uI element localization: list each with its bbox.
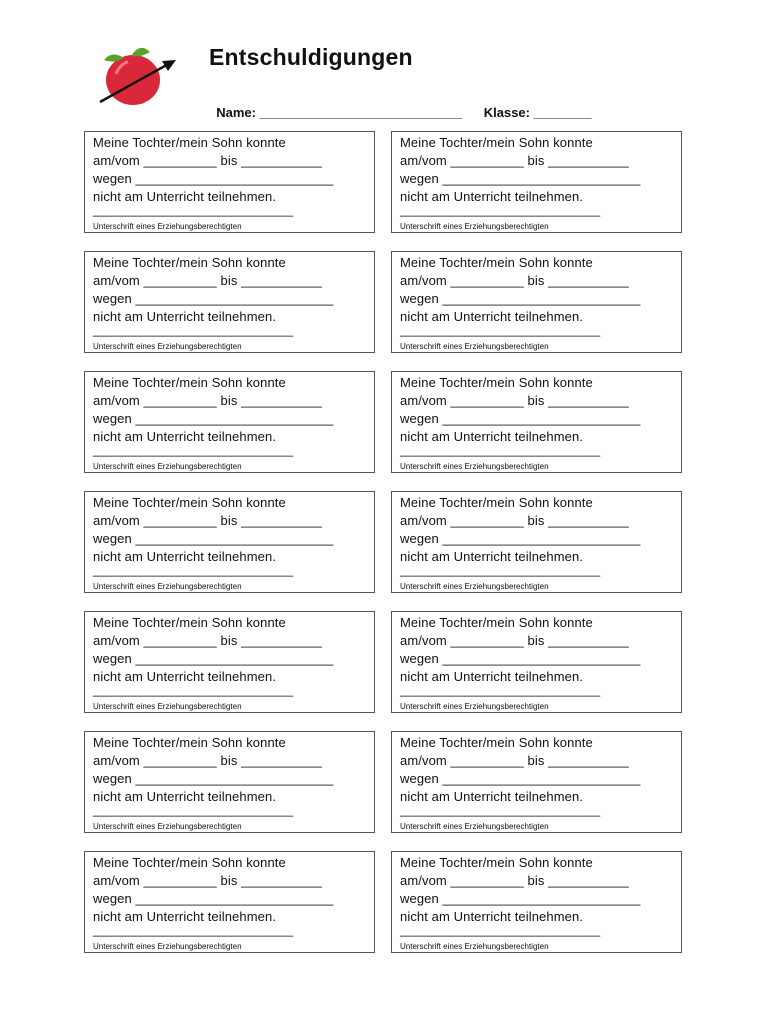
signature-line[interactable]: ______________________________ <box>93 203 294 217</box>
slip-closing-text: nicht am Unterricht teilnehmen. <box>93 909 277 924</box>
excuse-slip-r1-c2 <box>391 131 682 233</box>
excuse-slip-r5-c2 <box>391 611 682 713</box>
slip-intro-text: Meine Tochter/mein Sohn konnte <box>400 855 593 870</box>
signature-line[interactable]: ______________________________ <box>93 923 294 937</box>
slip-closing-text: nicht am Unterricht teilnehmen. <box>400 549 584 564</box>
signature-line[interactable]: ______________________________ <box>400 323 601 337</box>
name-field[interactable]: ____________________________ <box>259 105 463 120</box>
slip-intro-text: Meine Tochter/mein Sohn konnte <box>400 735 593 750</box>
slip-reason-line[interactable]: wegen ___________________________ <box>400 891 641 906</box>
excuse-slip-r6-c2 <box>391 731 682 833</box>
signature-line[interactable]: ______________________________ <box>400 203 601 217</box>
slip-date-line[interactable]: am/vom __________ bis ___________ <box>93 393 322 408</box>
slip-intro-text: Meine Tochter/mein Sohn konnte <box>93 615 286 630</box>
slip-reason-line[interactable]: wegen ___________________________ <box>93 891 334 906</box>
signature-caption: Unterschrift eines Erziehungsberechtigten <box>93 582 242 591</box>
slip-intro-text: Meine Tochter/mein Sohn konnte <box>93 495 286 510</box>
slip-intro-text: Meine Tochter/mein Sohn konnte <box>400 135 593 150</box>
signature-line[interactable]: ______________________________ <box>93 683 294 697</box>
slip-reason-line[interactable]: wegen ___________________________ <box>400 411 641 426</box>
slip-closing-text: nicht am Unterricht teilnehmen. <box>400 789 584 804</box>
slip-intro-text: Meine Tochter/mein Sohn konnte <box>400 615 593 630</box>
excuse-slip-r4-c1 <box>84 491 375 593</box>
name-label: Name: <box>216 105 256 120</box>
slip-closing-text: nicht am Unterricht teilnehmen. <box>93 789 277 804</box>
page-title: Entschuldigungen <box>209 44 413 70</box>
signature-line[interactable]: ______________________________ <box>93 803 294 817</box>
signature-line[interactable]: ______________________________ <box>93 563 294 577</box>
header-fields <box>209 90 591 120</box>
slip-intro-text: Meine Tochter/mein Sohn konnte <box>93 375 286 390</box>
apple-with-arrow-icon <box>96 44 180 106</box>
slip-reason-line[interactable]: wegen ___________________________ <box>93 411 334 426</box>
apple-leaf <box>131 48 150 57</box>
slip-date-line[interactable]: am/vom __________ bis ___________ <box>400 153 629 168</box>
slip-intro-text: Meine Tochter/mein Sohn konnte <box>93 255 286 270</box>
slip-reason-line[interactable]: wegen ___________________________ <box>93 531 334 546</box>
signature-caption: Unterschrift eines Erziehungsberechtigten <box>400 702 549 711</box>
slip-closing-text: nicht am Unterricht teilnehmen. <box>93 189 277 204</box>
slip-date-line[interactable]: am/vom __________ bis ___________ <box>400 513 629 528</box>
class-field[interactable]: ________ <box>533 105 592 120</box>
slip-closing-text: nicht am Unterricht teilnehmen. <box>93 309 277 324</box>
signature-caption: Unterschrift eines Erziehungsberechtigten <box>400 462 549 471</box>
signature-caption: Unterschrift eines Erziehungsberechtigten <box>93 222 242 231</box>
slip-reason-line[interactable]: wegen ___________________________ <box>93 771 334 786</box>
signature-caption: Unterschrift eines Erziehungsberechtigten <box>400 822 549 831</box>
slip-intro-text: Meine Tochter/mein Sohn konnte <box>400 375 593 390</box>
slip-closing-text: nicht am Unterricht teilnehmen. <box>93 429 277 444</box>
slip-date-line[interactable]: am/vom __________ bis ___________ <box>400 633 629 648</box>
signature-caption: Unterschrift eines Erziehungsberechtigten <box>93 462 242 471</box>
signature-line[interactable]: ______________________________ <box>93 323 294 337</box>
excuse-slip-r7-c1 <box>84 851 375 953</box>
signature-line[interactable]: ______________________________ <box>400 443 601 457</box>
excuse-slip-r5-c1 <box>84 611 375 713</box>
signature-caption: Unterschrift eines Erziehungsberechtigten <box>93 342 242 351</box>
slip-intro-text: Meine Tochter/mein Sohn konnte <box>400 495 593 510</box>
slip-date-line[interactable]: am/vom __________ bis ___________ <box>93 153 322 168</box>
signature-caption: Unterschrift eines Erziehungsberechtigten <box>400 222 549 231</box>
slip-reason-line[interactable]: wegen ___________________________ <box>400 171 641 186</box>
excuse-slip-r2-c1 <box>84 251 375 353</box>
signature-line[interactable]: ______________________________ <box>400 923 601 937</box>
slip-date-line[interactable]: am/vom __________ bis ___________ <box>400 873 629 888</box>
slip-reason-line[interactable]: wegen ___________________________ <box>400 771 641 786</box>
slip-date-line[interactable]: am/vom __________ bis ___________ <box>93 633 322 648</box>
slip-date-line[interactable]: am/vom __________ bis ___________ <box>93 513 322 528</box>
signature-caption: Unterschrift eines Erziehungsberechtigten <box>400 582 549 591</box>
signature-caption: Unterschrift eines Erziehungsberechtigten <box>93 942 242 951</box>
signature-caption: Unterschrift eines Erziehungsberechtigten <box>400 942 549 951</box>
signature-line[interactable]: ______________________________ <box>400 563 601 577</box>
slip-date-line[interactable]: am/vom __________ bis ___________ <box>400 393 629 408</box>
slip-reason-line[interactable]: wegen ___________________________ <box>400 291 641 306</box>
signature-line[interactable]: ______________________________ <box>400 683 601 697</box>
excuse-slip-r1-c1 <box>84 131 375 233</box>
excuse-slip-r7-c2 <box>391 851 682 953</box>
slip-reason-line[interactable]: wegen ___________________________ <box>93 171 334 186</box>
slip-date-line[interactable]: am/vom __________ bis ___________ <box>93 873 322 888</box>
slip-date-line[interactable]: am/vom __________ bis ___________ <box>400 273 629 288</box>
slip-reason-line[interactable]: wegen ___________________________ <box>93 291 334 306</box>
slip-intro-text: Meine Tochter/mein Sohn konnte <box>93 735 286 750</box>
excuse-slip-r3-c2 <box>391 371 682 473</box>
slip-closing-text: nicht am Unterricht teilnehmen. <box>93 549 277 564</box>
slip-intro-text: Meine Tochter/mein Sohn konnte <box>93 855 286 870</box>
slip-closing-text: nicht am Unterricht teilnehmen. <box>400 669 584 684</box>
slip-closing-text: nicht am Unterricht teilnehmen. <box>400 309 584 324</box>
apple-body <box>106 55 160 105</box>
signature-caption: Unterschrift eines Erziehungsberechtigten <box>400 342 549 351</box>
slip-closing-text: nicht am Unterricht teilnehmen. <box>400 909 584 924</box>
slip-closing-text: nicht am Unterricht teilnehmen. <box>93 669 277 684</box>
excuse-slip-r2-c2 <box>391 251 682 353</box>
slip-date-line[interactable]: am/vom __________ bis ___________ <box>93 753 322 768</box>
class-label: Klasse: <box>483 105 530 120</box>
slip-date-line[interactable]: am/vom __________ bis ___________ <box>400 753 629 768</box>
signature-line[interactable]: ______________________________ <box>93 443 294 457</box>
slip-reason-line[interactable]: wegen ___________________________ <box>93 651 334 666</box>
slip-date-line[interactable]: am/vom __________ bis ___________ <box>93 273 322 288</box>
excuse-slip-r6-c1 <box>84 731 375 833</box>
slip-intro-text: Meine Tochter/mein Sohn konnte <box>400 255 593 270</box>
slip-reason-line[interactable]: wegen ___________________________ <box>400 531 641 546</box>
signature-caption: Unterschrift eines Erziehungsberechtigten <box>93 702 242 711</box>
excuse-slip-r3-c1 <box>84 371 375 473</box>
slip-reason-line[interactable]: wegen ___________________________ <box>400 651 641 666</box>
slip-closing-text: nicht am Unterricht teilnehmen. <box>400 189 584 204</box>
slip-closing-text: nicht am Unterricht teilnehmen. <box>400 429 584 444</box>
excuse-slip-r4-c2 <box>391 491 682 593</box>
slip-intro-text: Meine Tochter/mein Sohn konnte <box>93 135 286 150</box>
signature-line[interactable]: ______________________________ <box>400 803 601 817</box>
signature-caption: Unterschrift eines Erziehungsberechtigten <box>93 822 242 831</box>
